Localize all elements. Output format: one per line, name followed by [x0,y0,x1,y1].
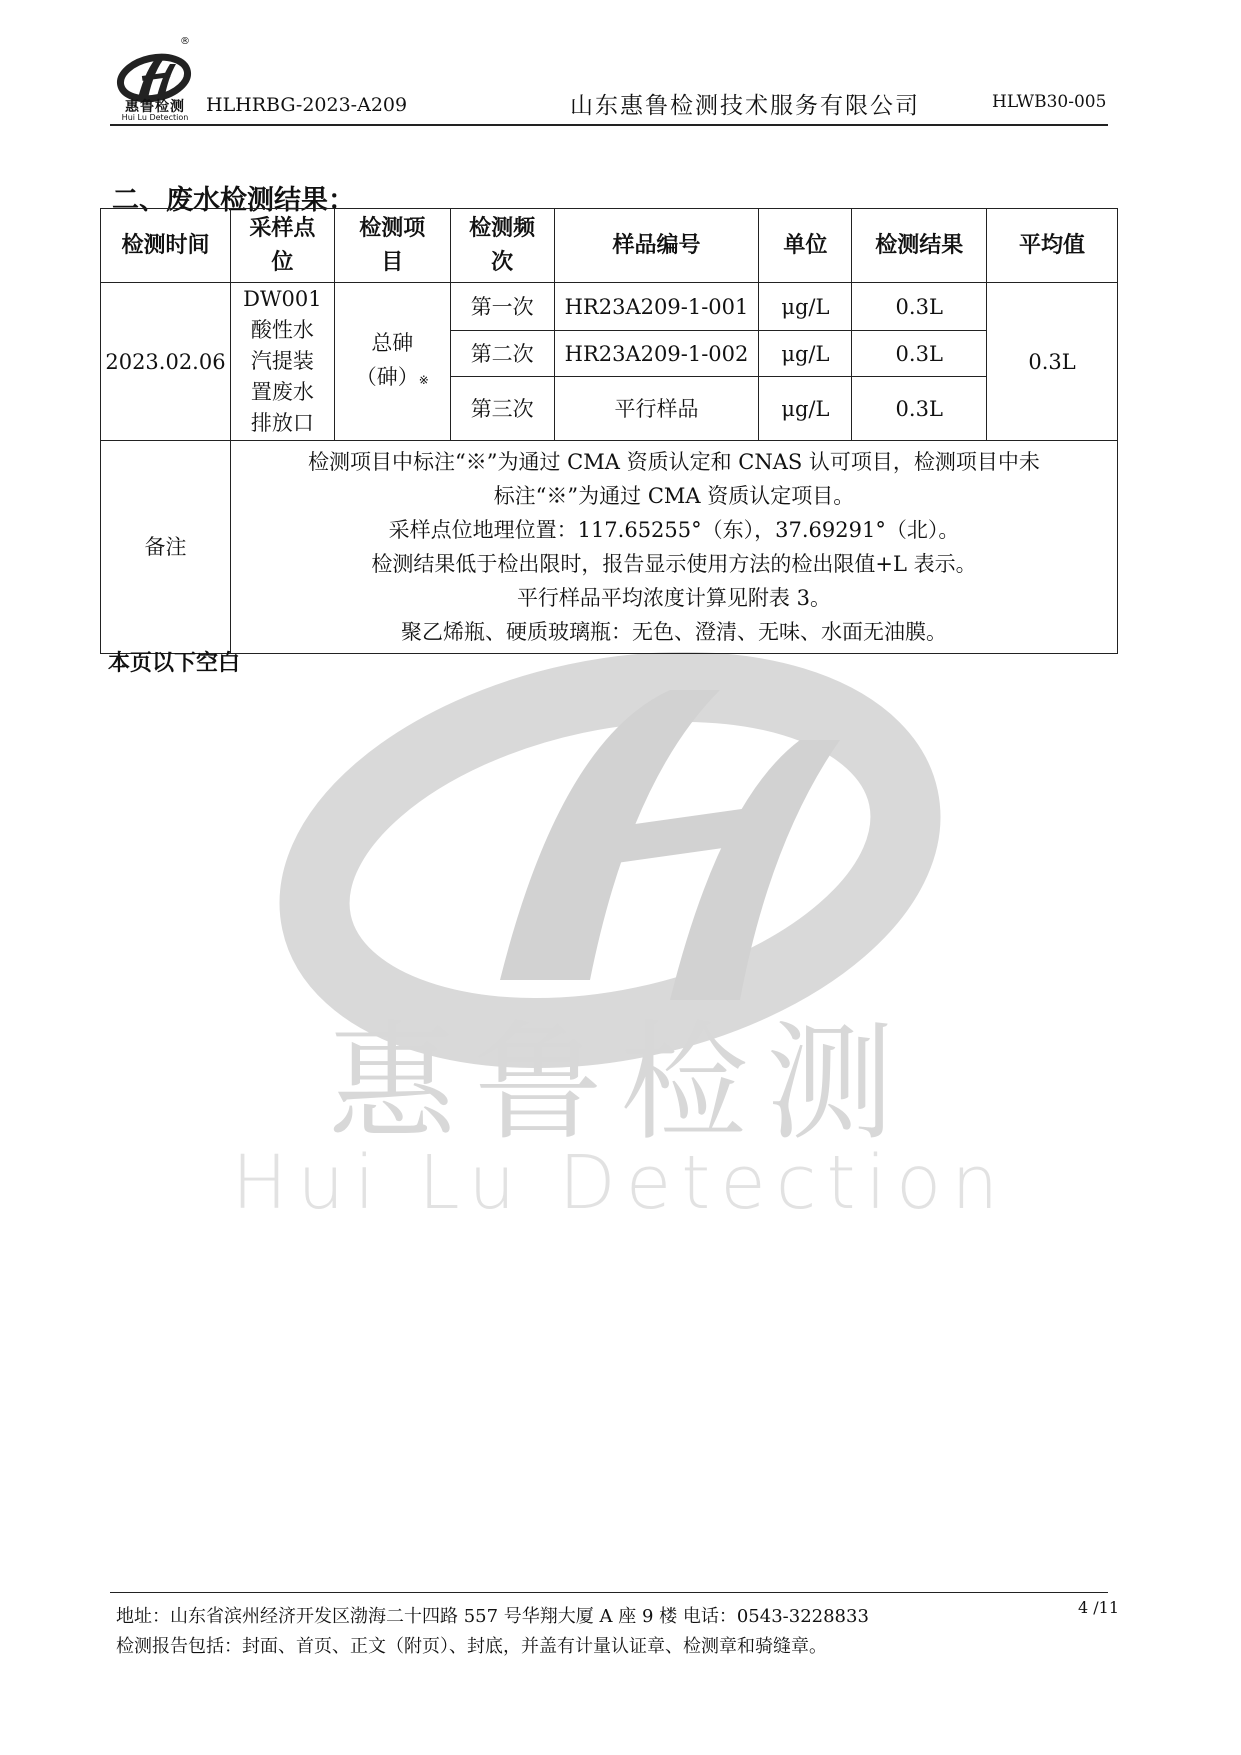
watermark-english: Hui Lu Detection [231,1140,1009,1226]
site-line: 汽提装 [250,349,314,373]
test-item [334,283,450,441]
item-name: 总砷 [371,331,414,355]
page-number: 4 /11 [1078,1598,1120,1617]
site-line: 排放口 [250,411,314,435]
watermark-chinese: 惠鲁检测 [327,1009,912,1158]
unit: μg/L [759,283,852,331]
result: 0.3L [852,283,987,331]
sample-id: HR23A209-1-002 [554,331,759,377]
header-cell: 采样点位 [230,209,334,283]
section-title: 二、废水检测结果： [112,185,355,216]
sample-id: 平行样品 [554,377,759,441]
blank-page-note: 本页以下空白 [108,651,241,676]
remark-line: 采样点位地理位置：117.65255°（东），37.69291°（北）。 [388,518,960,542]
results-table [100,208,1118,654]
footer-included: 检测报告包括：封面、首页、正文（附页）、封底，并盖有计量认证章、检测章和骑缝章。 [116,1636,827,1657]
result: 0.3L [852,331,987,377]
report-number: HLHRBG-2023-A209 [206,94,408,116]
result: 0.3L [852,377,987,441]
header-cell: 单位 [759,209,852,283]
test-date: 2023.02.06 [101,283,231,441]
registered-mark: ® [180,36,190,47]
table-header-row [101,209,1118,283]
header-cell: 检测结果 [852,209,987,283]
cma-mark: ※ [418,373,429,387]
remark-line: 检测结果低于检出限时，报告显示使用方法的检出限值+L 表示。 [371,552,977,576]
remarks-content [230,441,1117,654]
site-line: 酸性水 [250,318,314,342]
header-divider [110,124,1108,126]
remark-line: 平行样品平均浓度计算见附表 3。 [516,586,831,610]
table-row [101,283,1118,331]
form-number: HLWB30-005 [992,92,1107,112]
company-name: 山东惠鲁检测技术服务有限公司 [570,93,920,119]
footer-address: 地址：山东省滨州经济开发区渤海二十四路 557 号华翔大厦 A 座 9 楼 电话：0543-3228833 [116,1606,869,1627]
logo-subtitle: Hui Lu Detection [121,113,189,122]
header-cell: 检测项目 [334,209,450,283]
remark-line: 检测项目中标注“※”为通过 CMA 资质认定和 CNAS 认可项目，检测项目中未 [308,450,1040,474]
remark-line: 聚乙烯瓶、硬质玻璃瓶：无色、澄清、无味、水面无油膜。 [400,620,947,644]
sampling-site [230,283,334,441]
item-sub: （砷）※ [355,365,429,389]
sample-id: HR23A209-1-001 [554,283,759,331]
page-header [110,38,1110,130]
remarks-label: 备注 [101,441,231,654]
header-cell: 检测频次 [450,209,554,283]
average: 0.3L [987,283,1118,441]
unit: μg/L [759,377,852,441]
remark-line: 标注“※”为通过 CMA 资质认定项目。 [493,484,855,508]
frequency: 第三次 [450,377,554,441]
unit: μg/L [759,331,852,377]
frequency: 第二次 [450,331,554,377]
header-cell: 平均值 [987,209,1118,283]
header-cell: 样品编号 [554,209,759,283]
site-line: 置废水 [250,380,314,404]
remarks-row [101,441,1118,654]
footer-divider [110,1592,1108,1593]
site-line: DW001 [243,287,322,311]
frequency: 第一次 [450,283,554,331]
header-cell: 检测时间 [101,209,231,283]
logo-text: 惠鲁检测 [125,99,185,115]
